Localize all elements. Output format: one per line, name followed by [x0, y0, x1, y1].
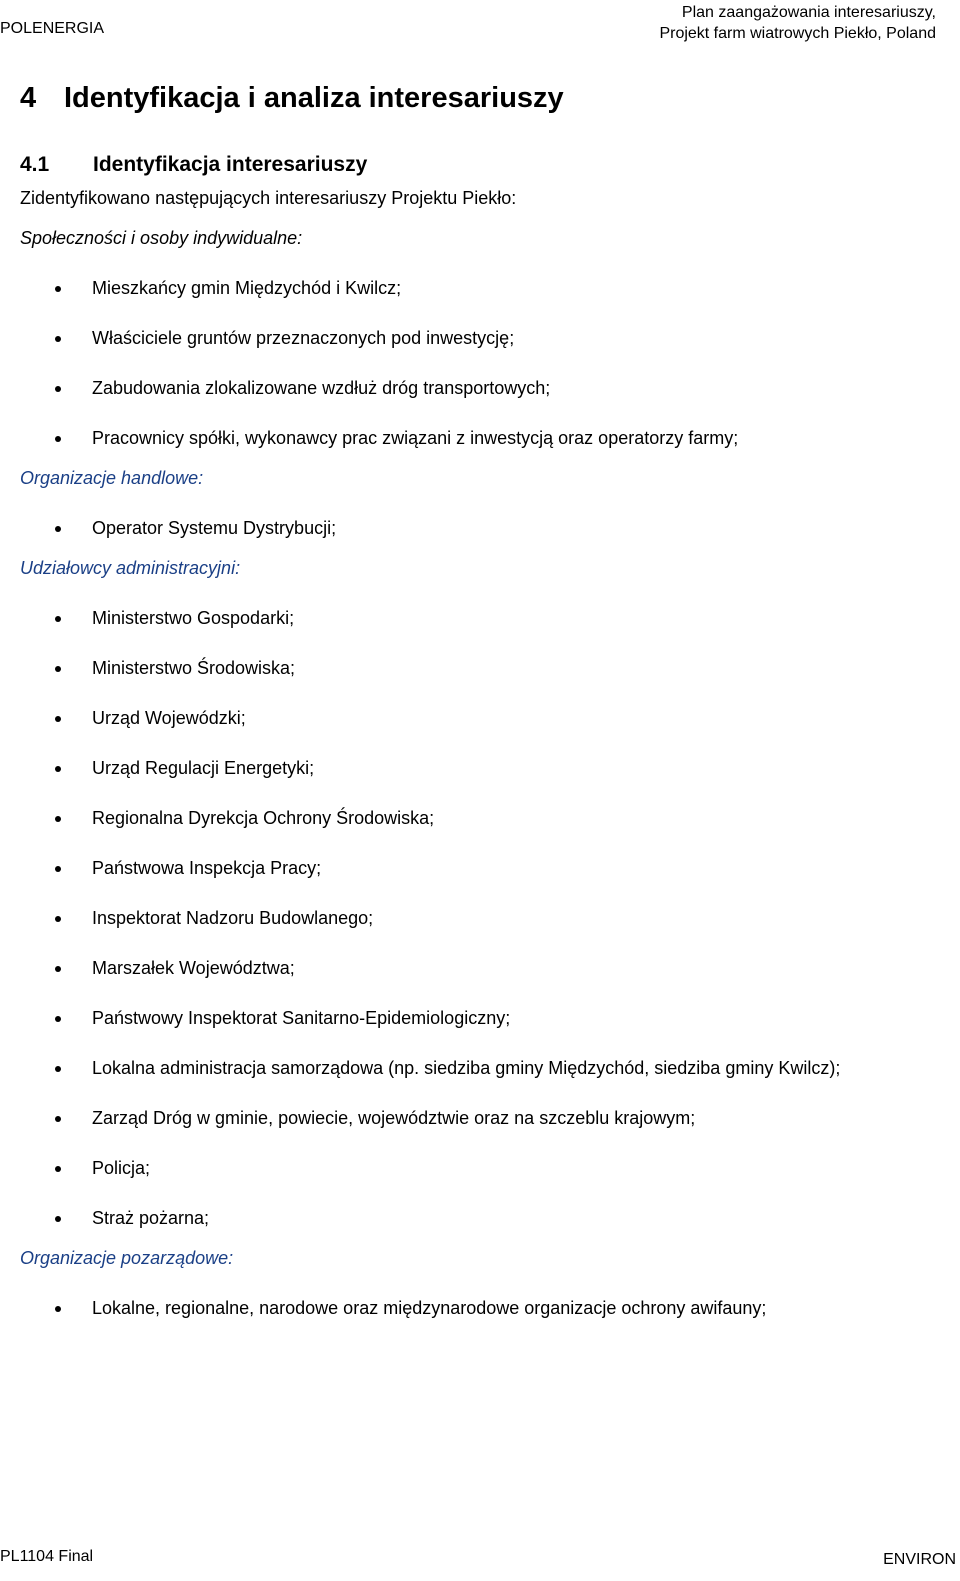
stakeholder-list-administrative	[20, 605, 940, 1232]
list-item: Właściciele gruntów przeznaczonych pod inwestycję;	[20, 325, 940, 352]
section-heading	[20, 74, 940, 122]
list-item: Urząd Wojewódzki;	[20, 705, 940, 732]
list-item: Policja;	[20, 1155, 940, 1182]
section-number: 4	[20, 82, 37, 114]
subsection-heading	[20, 150, 940, 180]
header-title-line-2: Projekt farm wiatrowych Piekło, Poland	[659, 25, 936, 42]
stakeholder-list-trade	[20, 515, 940, 542]
list-item: Zarząd Dróg w gminie, powiecie, województwie oraz na szczeblu krajowym;	[20, 1105, 940, 1132]
list-item: Lokalna administracja samorządowa (np. siedziba gminy Międzychód, siedziba gminy Kwilcz);	[20, 1055, 940, 1082]
list-item: Pracownicy spółki, wykonawcy prac związani z inwestycją oraz operatorzy farmy;	[20, 425, 940, 452]
intro-paragraph: Zidentyfikowano następujących interesariuszy Projektu Piekło:	[20, 188, 517, 208]
group-heading-trade-organizations: Organizacje handlowe:	[20, 468, 204, 488]
list-item: Inspektorat Nadzoru Budowlanego;	[20, 905, 940, 932]
list-item: Operator Systemu Dystrybucji;	[20, 515, 940, 542]
document-body	[20, 74, 940, 1322]
subsection-number: 4.1	[20, 153, 50, 176]
footer-company-name: ENVIRON	[883, 1551, 956, 1568]
list-item: Straż pożarna;	[20, 1205, 940, 1232]
list-item: Zabudowania zlokalizowane wzdłuż dróg transportowych;	[20, 375, 940, 402]
footer-document-code: PL1104 Final	[0, 1548, 94, 1565]
list-item: Państwowa Inspekcja Pracy;	[20, 855, 940, 882]
header-company-name: POLENERGIA	[0, 20, 105, 37]
section-title: Identyfikacja i analiza interesariuszy	[64, 82, 564, 114]
stakeholder-list-communities	[20, 275, 940, 452]
stakeholder-list-ngo	[20, 1295, 940, 1322]
list-item: Regionalna Dyrekcja Ochrony Środowiska;	[20, 805, 940, 832]
group-heading-communities: Społeczności i osoby indywidualne:	[20, 228, 303, 248]
list-item: Państwowy Inspektorat Sanitarno-Epidemiologiczny;	[20, 1005, 940, 1032]
list-item: Urząd Regulacji Energetyki;	[20, 755, 940, 782]
list-item: Lokalne, regionalne, narodowe oraz międzynarodowe organizacje ochrony awifauny;	[20, 1295, 940, 1322]
list-item: Mieszkańcy gmin Międzychód i Kwilcz;	[20, 275, 940, 302]
group-heading-ngo: Organizacje pozarządowe:	[20, 1248, 234, 1268]
list-item: Marszałek Województwa;	[20, 955, 940, 982]
header-title-line-1: Plan zaangażowania interesariuszy,	[681, 4, 936, 21]
header-document-title	[659, 2, 936, 44]
list-item: Ministerstwo Środowiska;	[20, 655, 940, 682]
group-heading-administrative: Udziałowcy administracyjni:	[20, 558, 241, 578]
subsection-title: Identyfikacja interesariuszy	[93, 153, 368, 176]
list-item: Ministerstwo Gospodarki;	[20, 605, 940, 632]
